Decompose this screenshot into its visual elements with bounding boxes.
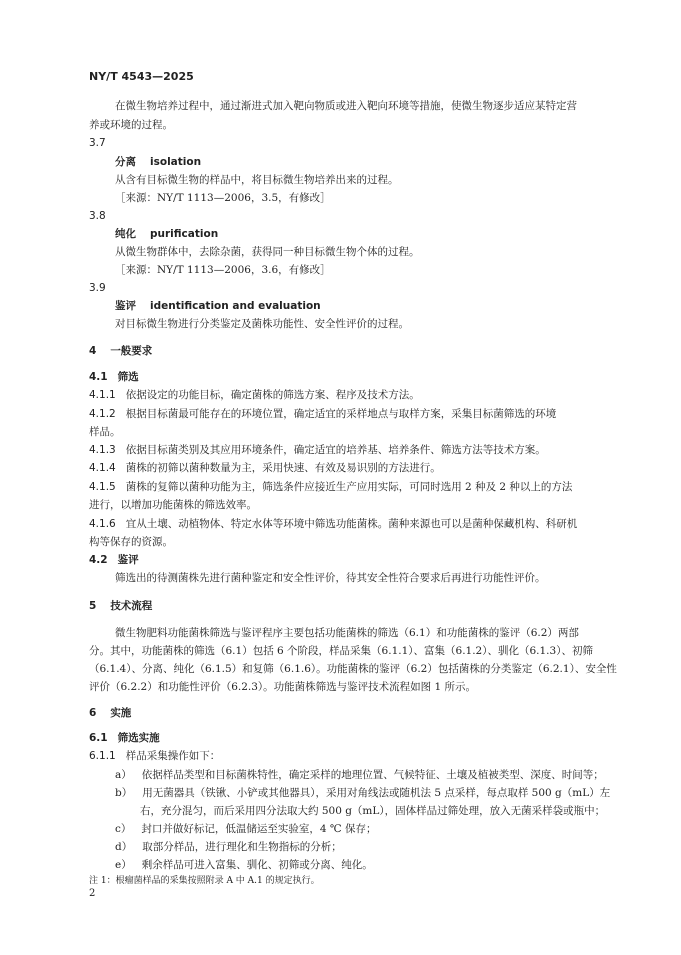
note: 注 1：根瘤菌样品的采集按照附录 A 中 A.1 的规定执行。	[89, 876, 320, 886]
section-heading: 5 技术流程	[89, 600, 153, 612]
list-item: c） 封口并做好标记，低温储运至实验室，4 ℃ 保存；	[115, 823, 377, 835]
list-item: b） 用无菌器具（铁锹、小铲或其他器具），采用对角线法或随机法 5 点采样，每点取样 500 g（mL）左	[115, 787, 611, 799]
paragraph-line: 分。其中，功能菌株的筛选（6.1）包括 6 个阶段，样品采集（6.1.1）、富集（6.1.2）、驯化（6.1.3）、初筛	[89, 645, 593, 657]
clause: 6.1.1 样品采集操作如下：	[89, 750, 221, 762]
term-number: 3.8	[89, 210, 106, 222]
term-title	[115, 155, 201, 169]
subsection-heading: 6.1 筛选实施	[89, 732, 160, 744]
paragraph-line: 养或环境的过程。	[89, 119, 173, 131]
term-cn: 分离	[115, 156, 136, 168]
paragraph-line: 筛选出的待测菌株先进行菌种鉴定和安全性评价，待其安全性符合要求后再进行功能性评价。	[115, 572, 546, 584]
clause-continued: 构等保存的资源。	[89, 536, 173, 548]
list-item-continued: 右，充分混匀，而后采用四分法取大约 500 g（mL），固体样品过筛处理，放入无菌采样袋或瓶中；	[140, 805, 606, 817]
clause: 4.1.2 根据目标菌最可能存在的环境位置，确定适宜的采样地点与取样方案，采集目标菌筛选的环境	[89, 408, 557, 420]
term-title	[115, 227, 218, 241]
section-heading: 4 一般要求	[89, 345, 153, 357]
term-number: 3.7	[89, 137, 106, 149]
term-en: isolation	[150, 156, 202, 168]
paragraph-line: 在微生物培养过程中，通过渐进式加入靶向物质或进入靶向环境等措施，使微生物逐步适应某特定营	[115, 100, 577, 112]
standard-number-header: NY/T 4543—2025	[89, 70, 194, 83]
clause: 4.1.1 依据设定的功能目标，确定菌株的筛选方案、程序及技术方法。	[89, 389, 420, 401]
clause: 4.1.4 菌株的初筛以菌种数量为主，采用快速、有效及易识别的方法进行。	[89, 462, 441, 474]
term-definition: 从含有目标微生物的样品中，将目标微生物培养出来的过程。	[115, 174, 399, 186]
term-definition: 从微生物群体中，去除杂菌，获得同一种目标微生物个体的过程。	[115, 246, 420, 258]
list-item: d） 取部分样品，进行理化和生物指标的分析；	[115, 841, 342, 853]
paragraph-line: 评价（6.2.2）和功能性评价（6.2.3）。功能菌株筛选与鉴评技术流程如图 1 所示。	[89, 681, 477, 693]
clause: 4.1.5 菌株的复筛以菌种功能为主，筛选条件应接近生产应用实际，可同时选用 2 种及 2 种以上的方法	[89, 481, 573, 493]
term-source: ［来源：NY/T 1113—2006，3.6，有修改］	[115, 264, 331, 276]
clause: 4.1.3 依据目标菌类别及其应用环境条件，确定适宜的培养基、培养条件、筛选方法等技术方案。	[89, 444, 546, 456]
list-item: e） 剩余样品可进入富集、驯化、初筛或分离、纯化。	[115, 859, 373, 871]
term-en: identification and evaluation	[150, 300, 321, 312]
term-title	[115, 299, 321, 313]
subsection-heading: 4.2 鉴评	[89, 554, 139, 566]
clause: 4.1.6 宜从土壤、动植物体、特定水体等环境中筛选功能菌株。菌种来源也可以是菌种保藏机构、科研机	[89, 518, 578, 530]
term-definition: 对目标微生物进行分类鉴定及菌株功能性、安全性评价的过程。	[115, 318, 409, 330]
page-number: 2	[89, 888, 96, 899]
paragraph-line: （6.1.4）、分离、纯化（6.1.5）和复筛（6.1.6）。功能菌株的鉴评（6.2）包括菌株的分类鉴定（6.2.1）、安全性	[89, 663, 617, 675]
term-cn: 鉴评	[115, 300, 136, 312]
subsection-heading: 4.1 筛选	[89, 371, 139, 383]
section-heading: 6 实施	[89, 707, 132, 719]
clause-continued: 样品。	[89, 426, 121, 438]
term-number: 3.9	[89, 282, 106, 294]
term-en: purification	[150, 228, 219, 240]
list-item: a） 依据样品类型和目标菌株特性，确定采样的地理位置、气候特征、土壤及植被类型、深度、时间等；	[115, 769, 604, 781]
paragraph-line: 微生物肥料功能菌株筛选与鉴评程序主要包括功能菌株的筛选（6.1）和功能菌株的鉴评（6.2）两部	[115, 627, 579, 639]
term-cn: 纯化	[115, 228, 136, 240]
term-source: ［来源：NY/T 1113—2006，3.5，有修改］	[115, 192, 331, 204]
clause-continued: 进行，以增加功能菌株的筛选效率。	[89, 499, 257, 511]
